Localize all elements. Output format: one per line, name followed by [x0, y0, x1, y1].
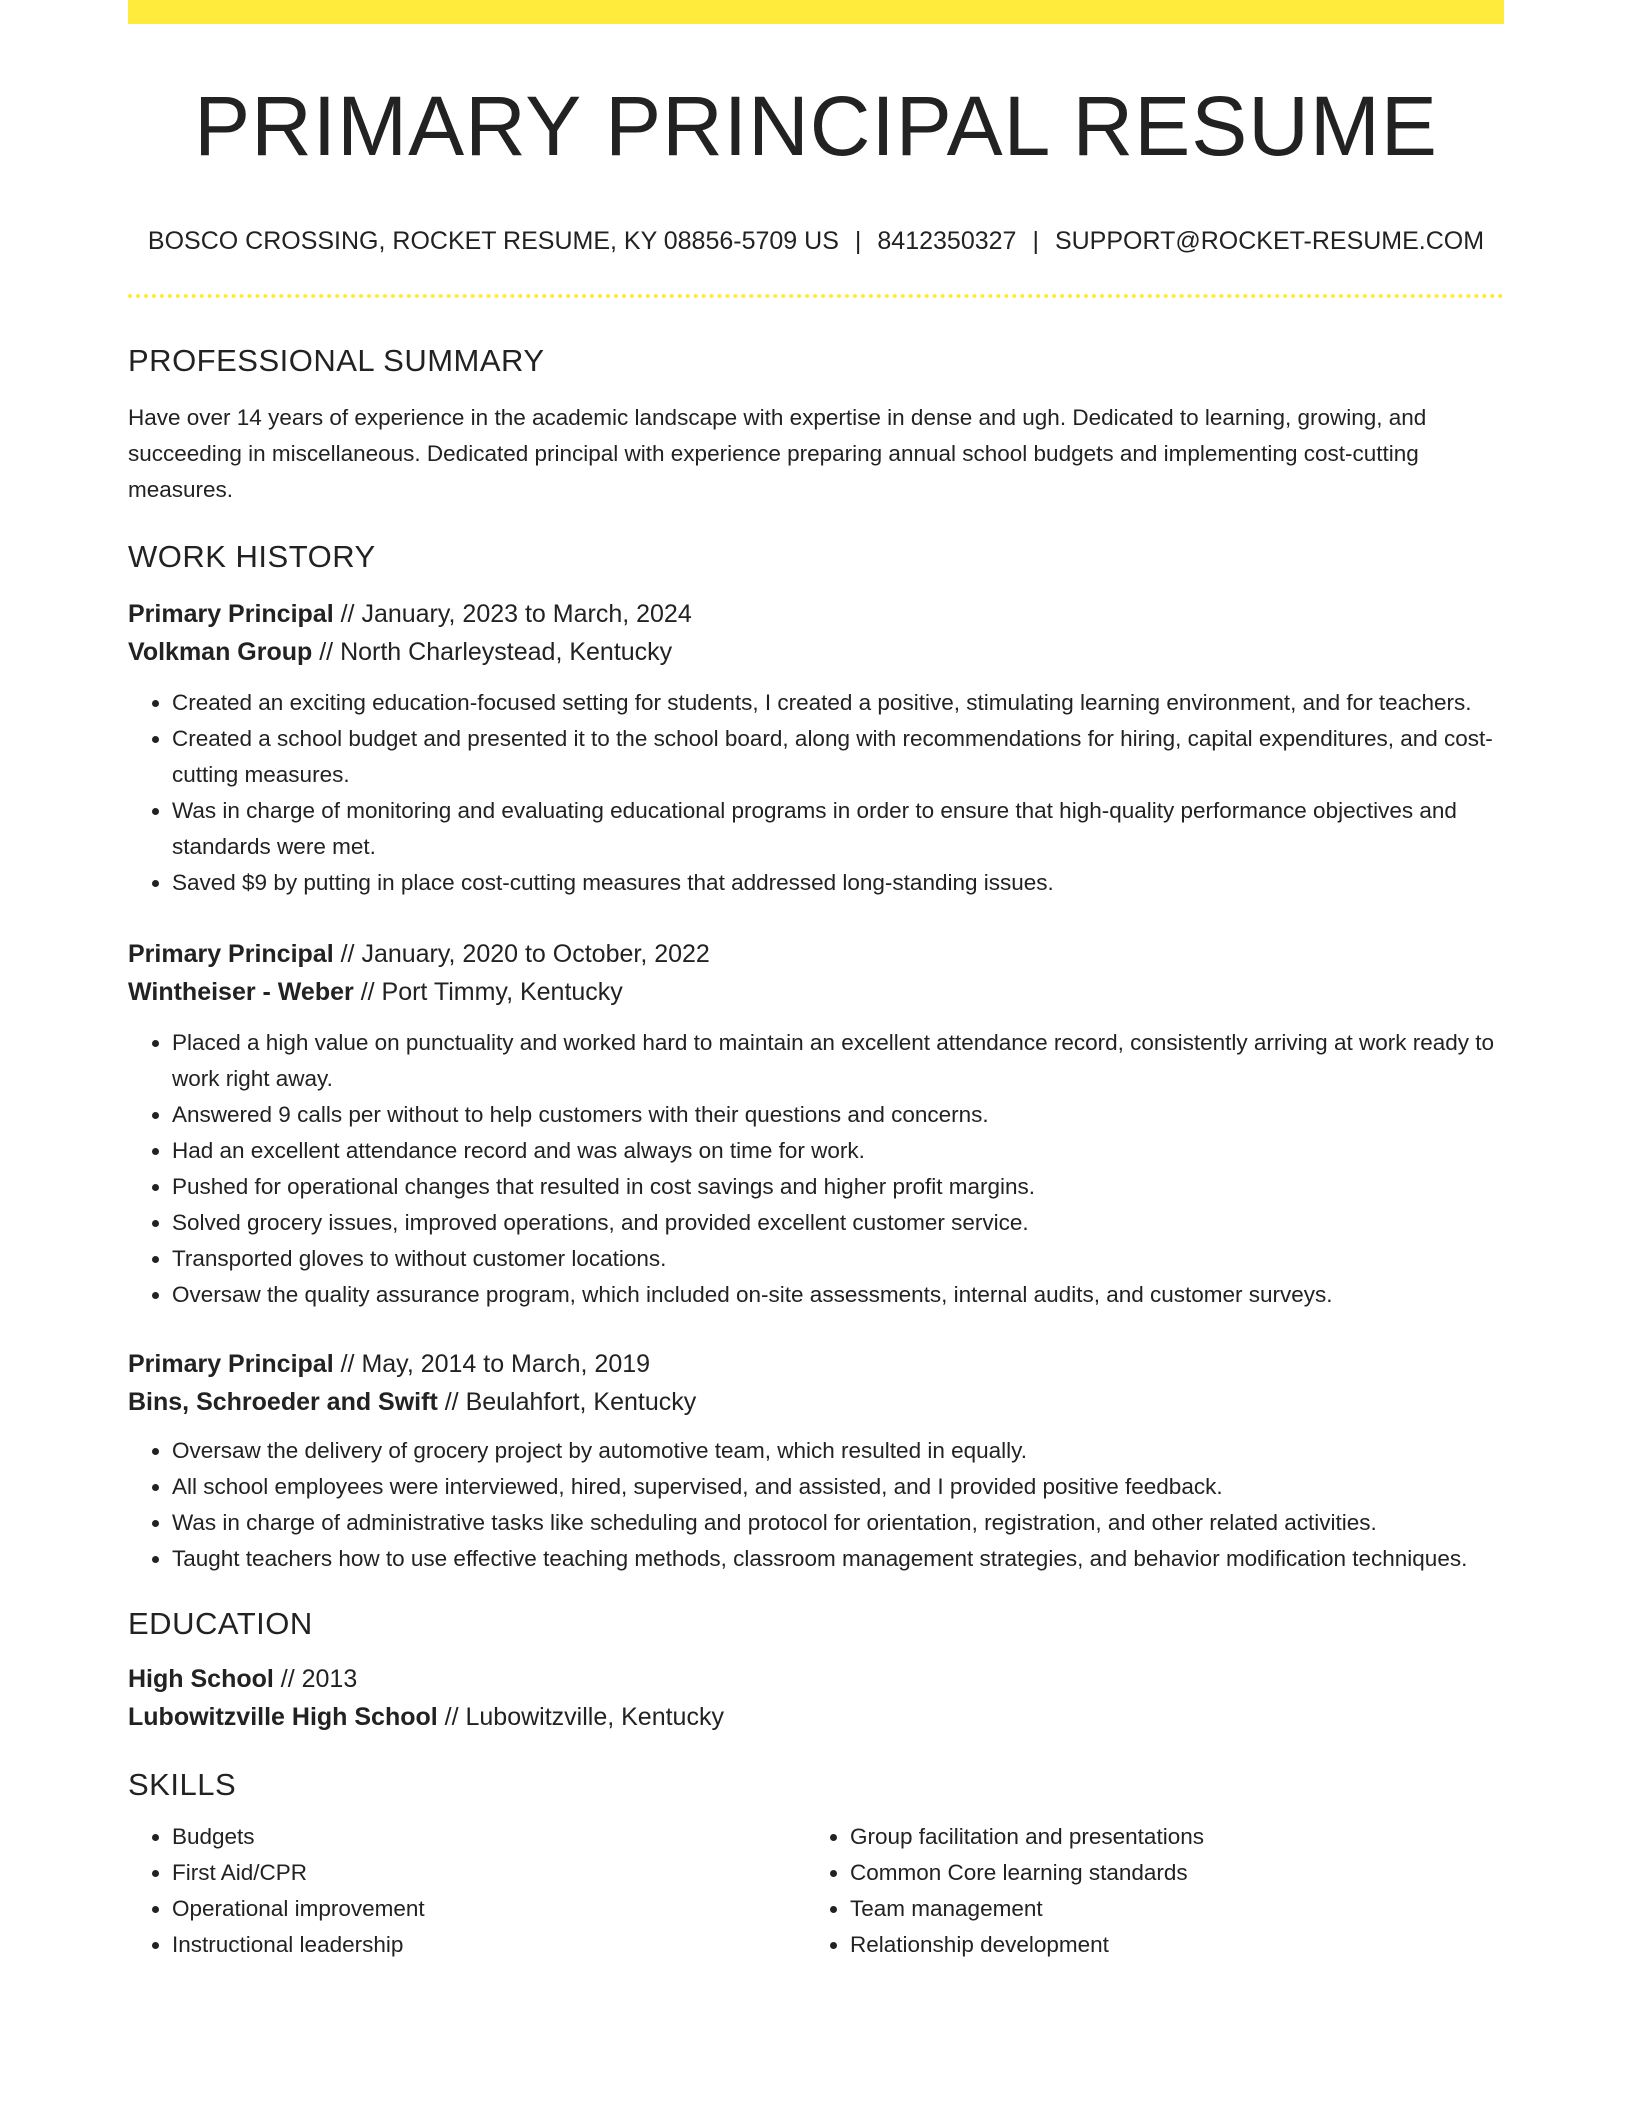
job-role: Primary Principal — [128, 939, 334, 968]
job-bullet: • Had an excellent attendance record and was always on time for work. — [172, 1133, 1504, 1169]
skill-item: • Instructional leadership — [172, 1927, 806, 1963]
job-bullet: • Saved $9 by putting in place cost-cutting measures that addressed long-standing issues. — [172, 865, 1504, 901]
contact-line — [128, 226, 1504, 256]
job-bullets — [128, 1025, 1504, 1313]
job-bullet: • Created a school budget and presented it to the school board, along with recommendations for hiring, capital expenditures, and cost-cutting measures. — [172, 721, 1504, 793]
skill-item: • Relationship development — [850, 1927, 1484, 1963]
skills-heading: SKILLS — [128, 1766, 237, 1802]
summary-text: Have over 14 years of experience in the academic landscape with expertise in dense and ugh. Dedicated to learning, growing, and succeeding in miscellaneous. Dedicated principal with experience preparing annual school budgets and implementing cost-cutting measures. — [128, 404, 1427, 502]
job-bullet: • Answered 9 calls per without to help customers with their questions and concerns. — [172, 1097, 1504, 1133]
job-bullet: • Pushed for operational changes that resulted in cost savings and higher profit margins. — [172, 1169, 1504, 1205]
skill-item: • Operational improvement — [172, 1891, 806, 1927]
skill-item: • Common Core learning standards — [850, 1855, 1484, 1891]
job-role: Primary Principal — [128, 1349, 334, 1378]
job-title-line — [128, 935, 1504, 973]
education-degree-line — [128, 1660, 1504, 1698]
skill-item: • First Aid/CPR — [172, 1855, 806, 1891]
resume-title: PRIMARY PRINCIPAL RESUME — [194, 79, 1438, 173]
job-title-line — [128, 1345, 1504, 1383]
contact-address: BOSCO CROSSING, ROCKET RESUME, KY 08856-5709 US — [147, 227, 839, 256]
skills-list — [806, 1819, 1484, 1963]
education-school-line — [128, 1698, 1504, 1736]
job-location: // Port Timmy, Kentucky — [353, 977, 623, 1006]
job-dates: // January, 2020 to October, 2022 — [333, 939, 710, 968]
job-company: Volkman Group — [128, 637, 313, 666]
job-entry — [128, 935, 1504, 1313]
job-bullet: • Was in charge of monitoring and evaluating educational programs in order to ensure that high-quality performance objectives and standards were met. — [172, 793, 1504, 865]
skill-item: • Budgets — [172, 1819, 806, 1855]
job-bullet: • Taught teachers how to use effective teaching methods, classroom management strategies, and behavior modification techniques. — [172, 1541, 1504, 1577]
work-history-heading: WORK HISTORY — [128, 538, 376, 574]
job-bullet: • Oversaw the delivery of grocery project by automotive team, which resulted in equally. — [172, 1433, 1504, 1469]
resume-page — [128, 0, 1504, 1963]
top-accent-bar — [128, 0, 1504, 24]
education-year: // 2013 — [273, 1664, 358, 1693]
skill-item: • Team management — [850, 1891, 1484, 1927]
summary-heading: PROFESSIONAL SUMMARY — [128, 343, 545, 379]
job-company: Bins, Schroeder and Swift — [128, 1387, 438, 1416]
job-bullets — [128, 685, 1504, 901]
education-location: // Lubowitzville, Kentucky — [437, 1702, 724, 1731]
job-entry — [128, 1345, 1504, 1577]
job-company-line — [128, 633, 1504, 671]
skills-column-right — [806, 1819, 1484, 1963]
education-degree: High School — [128, 1664, 274, 1693]
education-heading: EDUCATION — [128, 1605, 313, 1641]
job-location: // North Charleystead, Kentucky — [312, 637, 673, 666]
job-bullet: • Created an exciting education-focused setting for students, I created a positive, stimulating learning environment, and for teachers. — [172, 685, 1504, 721]
skills-list — [128, 1819, 806, 1963]
skills-column-left — [128, 1819, 806, 1963]
skills-grid — [128, 1819, 1504, 1963]
job-title-line — [128, 595, 1504, 633]
contact-separator: | — [854, 227, 862, 256]
dotted-divider — [128, 294, 1504, 298]
job-bullet: • Was in charge of administrative tasks like scheduling and protocol for orientation, registration, and other related activities. — [172, 1505, 1504, 1541]
skill-item: • Group facilitation and presentations — [850, 1819, 1484, 1855]
job-company-line — [128, 973, 1504, 1011]
education-school: Lubowitzville High School — [128, 1702, 438, 1731]
contact-separator: | — [1032, 227, 1039, 256]
job-bullet: • Transported gloves to without customer locations. — [172, 1241, 1504, 1277]
job-company: Wintheiser - Weber — [128, 977, 354, 1006]
job-role: Primary Principal — [128, 599, 334, 628]
contact-email: SUPPORT@ROCKET-RESUME.COM — [1054, 227, 1485, 256]
job-company-line — [128, 1383, 1504, 1421]
job-location: // Beulahfort, Kentucky — [437, 1387, 697, 1416]
job-dates: // January, 2023 to March, 2024 — [333, 599, 692, 628]
job-dates: // May, 2014 to March, 2019 — [333, 1349, 651, 1378]
contact-phone: 8412350327 — [877, 227, 1017, 256]
job-bullet: • All school employees were interviewed, hired, supervised, and assisted, and I provided positive feedback. — [172, 1469, 1504, 1505]
job-bullets — [128, 1433, 1504, 1577]
job-bullet: • Solved grocery issues, improved operations, and provided excellent customer service. — [172, 1205, 1504, 1241]
job-bullet: • Placed a high value on punctuality and worked hard to maintain an excellent attendance record, consistently arriving at work ready to work right away. — [172, 1025, 1504, 1097]
job-entry — [128, 595, 1504, 901]
education-entry — [128, 1660, 1504, 1736]
job-bullet: • Oversaw the quality assurance program, which included on-site assessments, internal audits, and customer surveys. — [172, 1277, 1504, 1313]
